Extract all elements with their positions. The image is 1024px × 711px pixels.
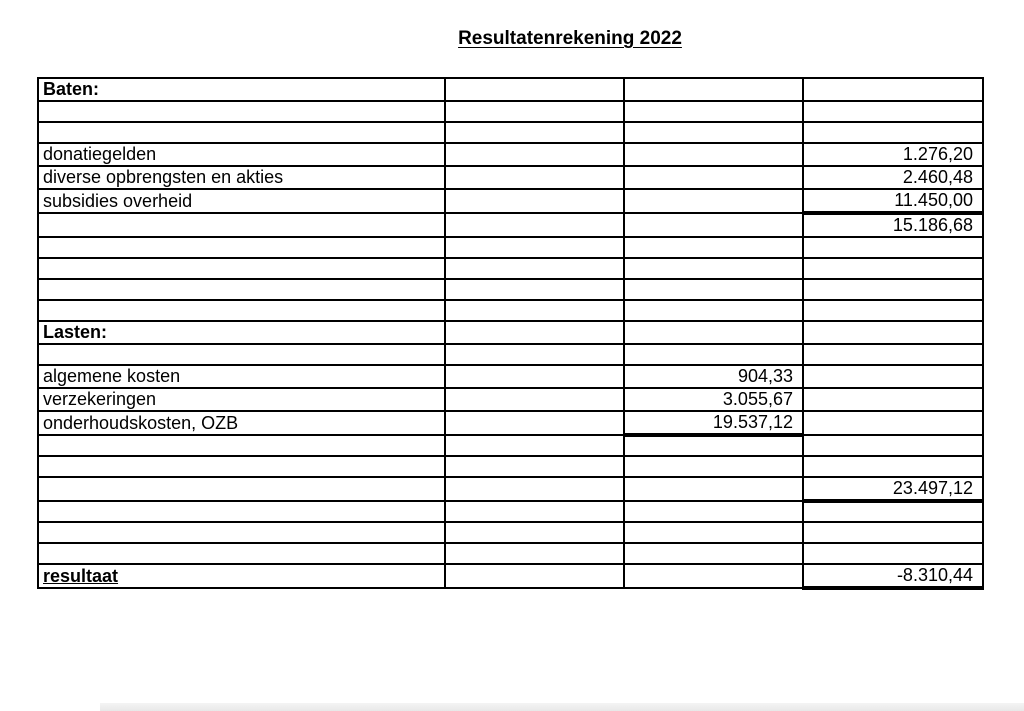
table-row [38, 477, 983, 501]
baten-item-amount: 2.460,48 [803, 166, 983, 189]
table-row [38, 456, 983, 477]
resultaat-amount: -8.310,44 [803, 564, 983, 588]
baten-item-label: diverse opbrengsten en akties [38, 166, 445, 189]
table-row [38, 300, 983, 321]
table-row [38, 344, 983, 365]
table-row [38, 213, 983, 237]
baten-total: 15.186,68 [803, 213, 983, 237]
baten-heading: Baten: [38, 78, 445, 101]
lasten-item-amount: 3.055,67 [624, 388, 803, 411]
baten-item-amount: 1.276,20 [803, 143, 983, 166]
lasten-item-amount: 19.537,12 [624, 411, 803, 435]
table-row [38, 522, 983, 543]
lasten-total: 23.497,12 [803, 477, 983, 501]
table-row [38, 388, 983, 411]
lasten-item-label: onderhoudskosten, OZB [38, 411, 445, 435]
table-row [38, 237, 983, 258]
lasten-item-label: algemene kosten [38, 365, 445, 388]
lasten-heading: Lasten: [38, 321, 445, 344]
table-row [38, 189, 983, 213]
table-row [38, 78, 983, 101]
page-shadow [100, 703, 1024, 711]
baten-item-amount: 11.450,00 [803, 189, 983, 213]
table-row [38, 166, 983, 189]
table-row [38, 101, 983, 122]
empty-cell [445, 78, 624, 101]
baten-item-label: subsidies overheid [38, 189, 445, 213]
table-row [38, 258, 983, 279]
table-row [38, 564, 983, 588]
table-row [38, 321, 983, 344]
lasten-item-label: verzekeringen [38, 388, 445, 411]
table-row [38, 543, 983, 564]
table-row [38, 365, 983, 388]
page-title: Resultatenrekening 2022 [458, 28, 682, 49]
empty-cell [624, 78, 803, 101]
lasten-item-amount: 904,33 [624, 365, 803, 388]
table-row [38, 411, 983, 435]
resultaat-label: resultaat [38, 564, 445, 588]
table-row [38, 501, 983, 522]
table-row [38, 143, 983, 166]
baten-item-label: donatiegelden [38, 143, 445, 166]
income-statement-table [37, 77, 984, 590]
table-row [38, 279, 983, 300]
table-row [38, 435, 983, 456]
empty-cell [803, 78, 983, 101]
table-row [38, 122, 983, 143]
